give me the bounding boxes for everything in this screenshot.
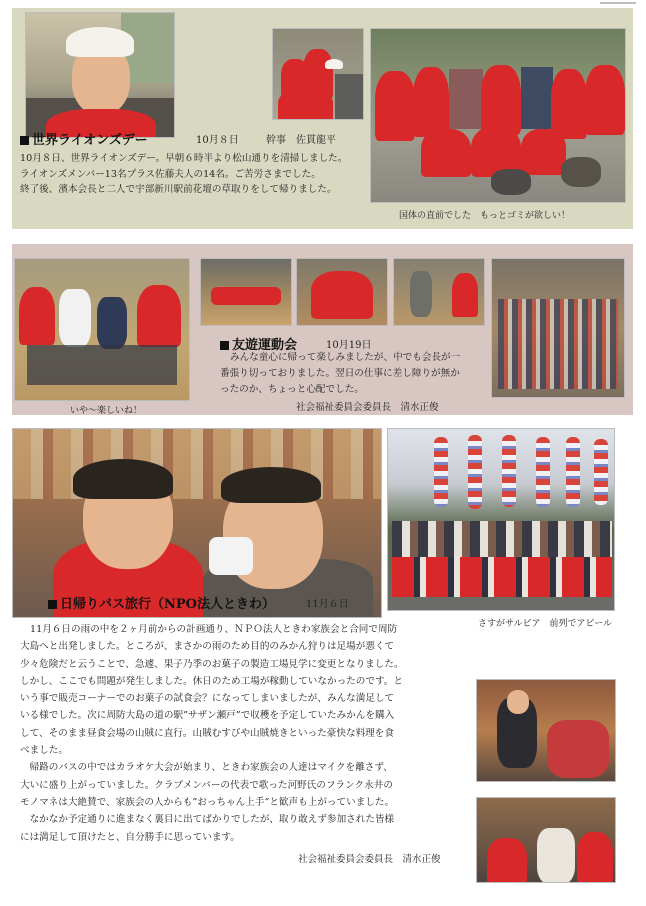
body-line: 大いに盛り上がっていました。クラブメンバーの代表で歌った河野氏のフランク永井の — [20, 779, 393, 791]
body-line: 番張り切っておりました。翌日の仕事に差し障りが無か — [220, 368, 460, 379]
sports-day-running-photo — [14, 258, 190, 401]
lions-day-photo-caption: 国体の直前でした もっとゴミが欲しい！ — [399, 211, 571, 221]
heading-square-icon — [20, 136, 29, 145]
body-line: して、そのまま昼食会場の山賊に直行。山賊むすびや山賊焼きといった豪快な料理を食 — [20, 727, 394, 739]
lions-day-portrait-photo — [25, 12, 175, 138]
sports-day-date: 10月19日 — [326, 340, 372, 351]
lions-day-date: 10月８日 — [196, 135, 239, 146]
body-line: ライオンズメンバー13名プラス佐藤夫人の14名。ご苦労さまでした。 — [20, 168, 321, 180]
bus-trip-group-photo — [387, 428, 615, 611]
bus-trip-bus-photo — [476, 797, 616, 883]
sports-day-gym-photo-3 — [393, 258, 485, 326]
body-line: 少々危険だと云うことで、急遽、果子乃季のお菓子の製造工場見学に変更となりました。 — [20, 658, 404, 670]
body-line: モノマネは大絶賛で、家族会の人からも”おっちゃん上手”と歓声も上がっていました。 — [20, 796, 395, 808]
sports-day-signature: 社会福祉委員会委員長 清水正俊 — [296, 402, 439, 413]
sports-day-gym-photo-2 — [296, 258, 388, 326]
bus-trip-signature: 社会福祉委員会委員長 清水正俊 — [298, 854, 441, 865]
lions-day-body — [20, 151, 365, 198]
body-line: 10月８日、世界ライオンズデー。早朝６時半より松山通りを清掃しました。 — [20, 153, 348, 164]
heading-square-icon — [48, 600, 57, 609]
body-line: いる様でした。次に周防大島の道の駅”サザン瀬戸”で収穫を予定していたみかんを購入 — [20, 710, 395, 722]
bus-trip-date: 11月６日 — [306, 599, 349, 610]
body-line: べました。 — [20, 745, 68, 757]
sports-day-crowd-photo — [491, 258, 625, 398]
body-line: ったのか、ちょっと心配でした。 — [220, 384, 364, 395]
sports-day-body — [220, 350, 490, 398]
bus-trip-tasting-photo — [12, 428, 382, 618]
bus-trip-heading: 日帰りバス旅行（NPO法人ときわ） — [48, 593, 275, 612]
heading-square-icon — [220, 341, 229, 350]
lions-day-heading: 世界ライオンズデー — [20, 129, 148, 148]
body-line: 帰路のバスの中ではカラオケ大会が始まり、ときわ家族会の人達はマイクを離さず、 — [20, 762, 393, 774]
sports-day-photo-caption: いや～楽しいね！ — [70, 406, 143, 416]
sports-day-heading: 友遊運動会 — [220, 334, 297, 353]
body-line: なかなか予定通りに進まなく裏目に出てばかりでしたが、取り敢えず参加された皆様 — [20, 814, 395, 826]
sports-day-gym-photo-1 — [200, 258, 292, 326]
top-rule — [600, 2, 636, 4]
body-line: しかし、ここでも問題が発生しました。休日のため工場が稼動していなかったのです。と — [20, 675, 403, 687]
body-line: 11月６日の雨の中を２ヶ月前からの計画通り、ＮＰＯ法人ときわ家族会と合同で周防 — [30, 624, 398, 635]
bus-trip-karaoke-photo — [476, 679, 616, 782]
body-line: 大島へと出発しました。ところが、まさかの雨のため目的のみかん狩りは足場が悪くて — [20, 641, 395, 653]
lions-day-group-photo — [370, 28, 626, 203]
bus-trip-body — [20, 621, 470, 846]
lions-day-author: 幹事 佐貫龍平 — [266, 135, 336, 146]
bus-trip-photo-caption: さすがサルビア 前列でアピール — [478, 619, 613, 629]
body-line: みんな童心に帰って楽しみましたが、中でも会長が一 — [230, 352, 461, 363]
body-line: 終了後、濱本会長と二人で宇部新川駅前花壇の草取りをして帰りました。 — [20, 184, 337, 195]
body-line: には満足して頂けたと、自分勝手に思っています。 — [20, 831, 240, 843]
lions-day-cleaning-photo — [272, 28, 364, 120]
body-line: いう事で販売コーナーでのお菓子の試食会？になってしまいましたが、みんな満足して — [20, 693, 395, 705]
